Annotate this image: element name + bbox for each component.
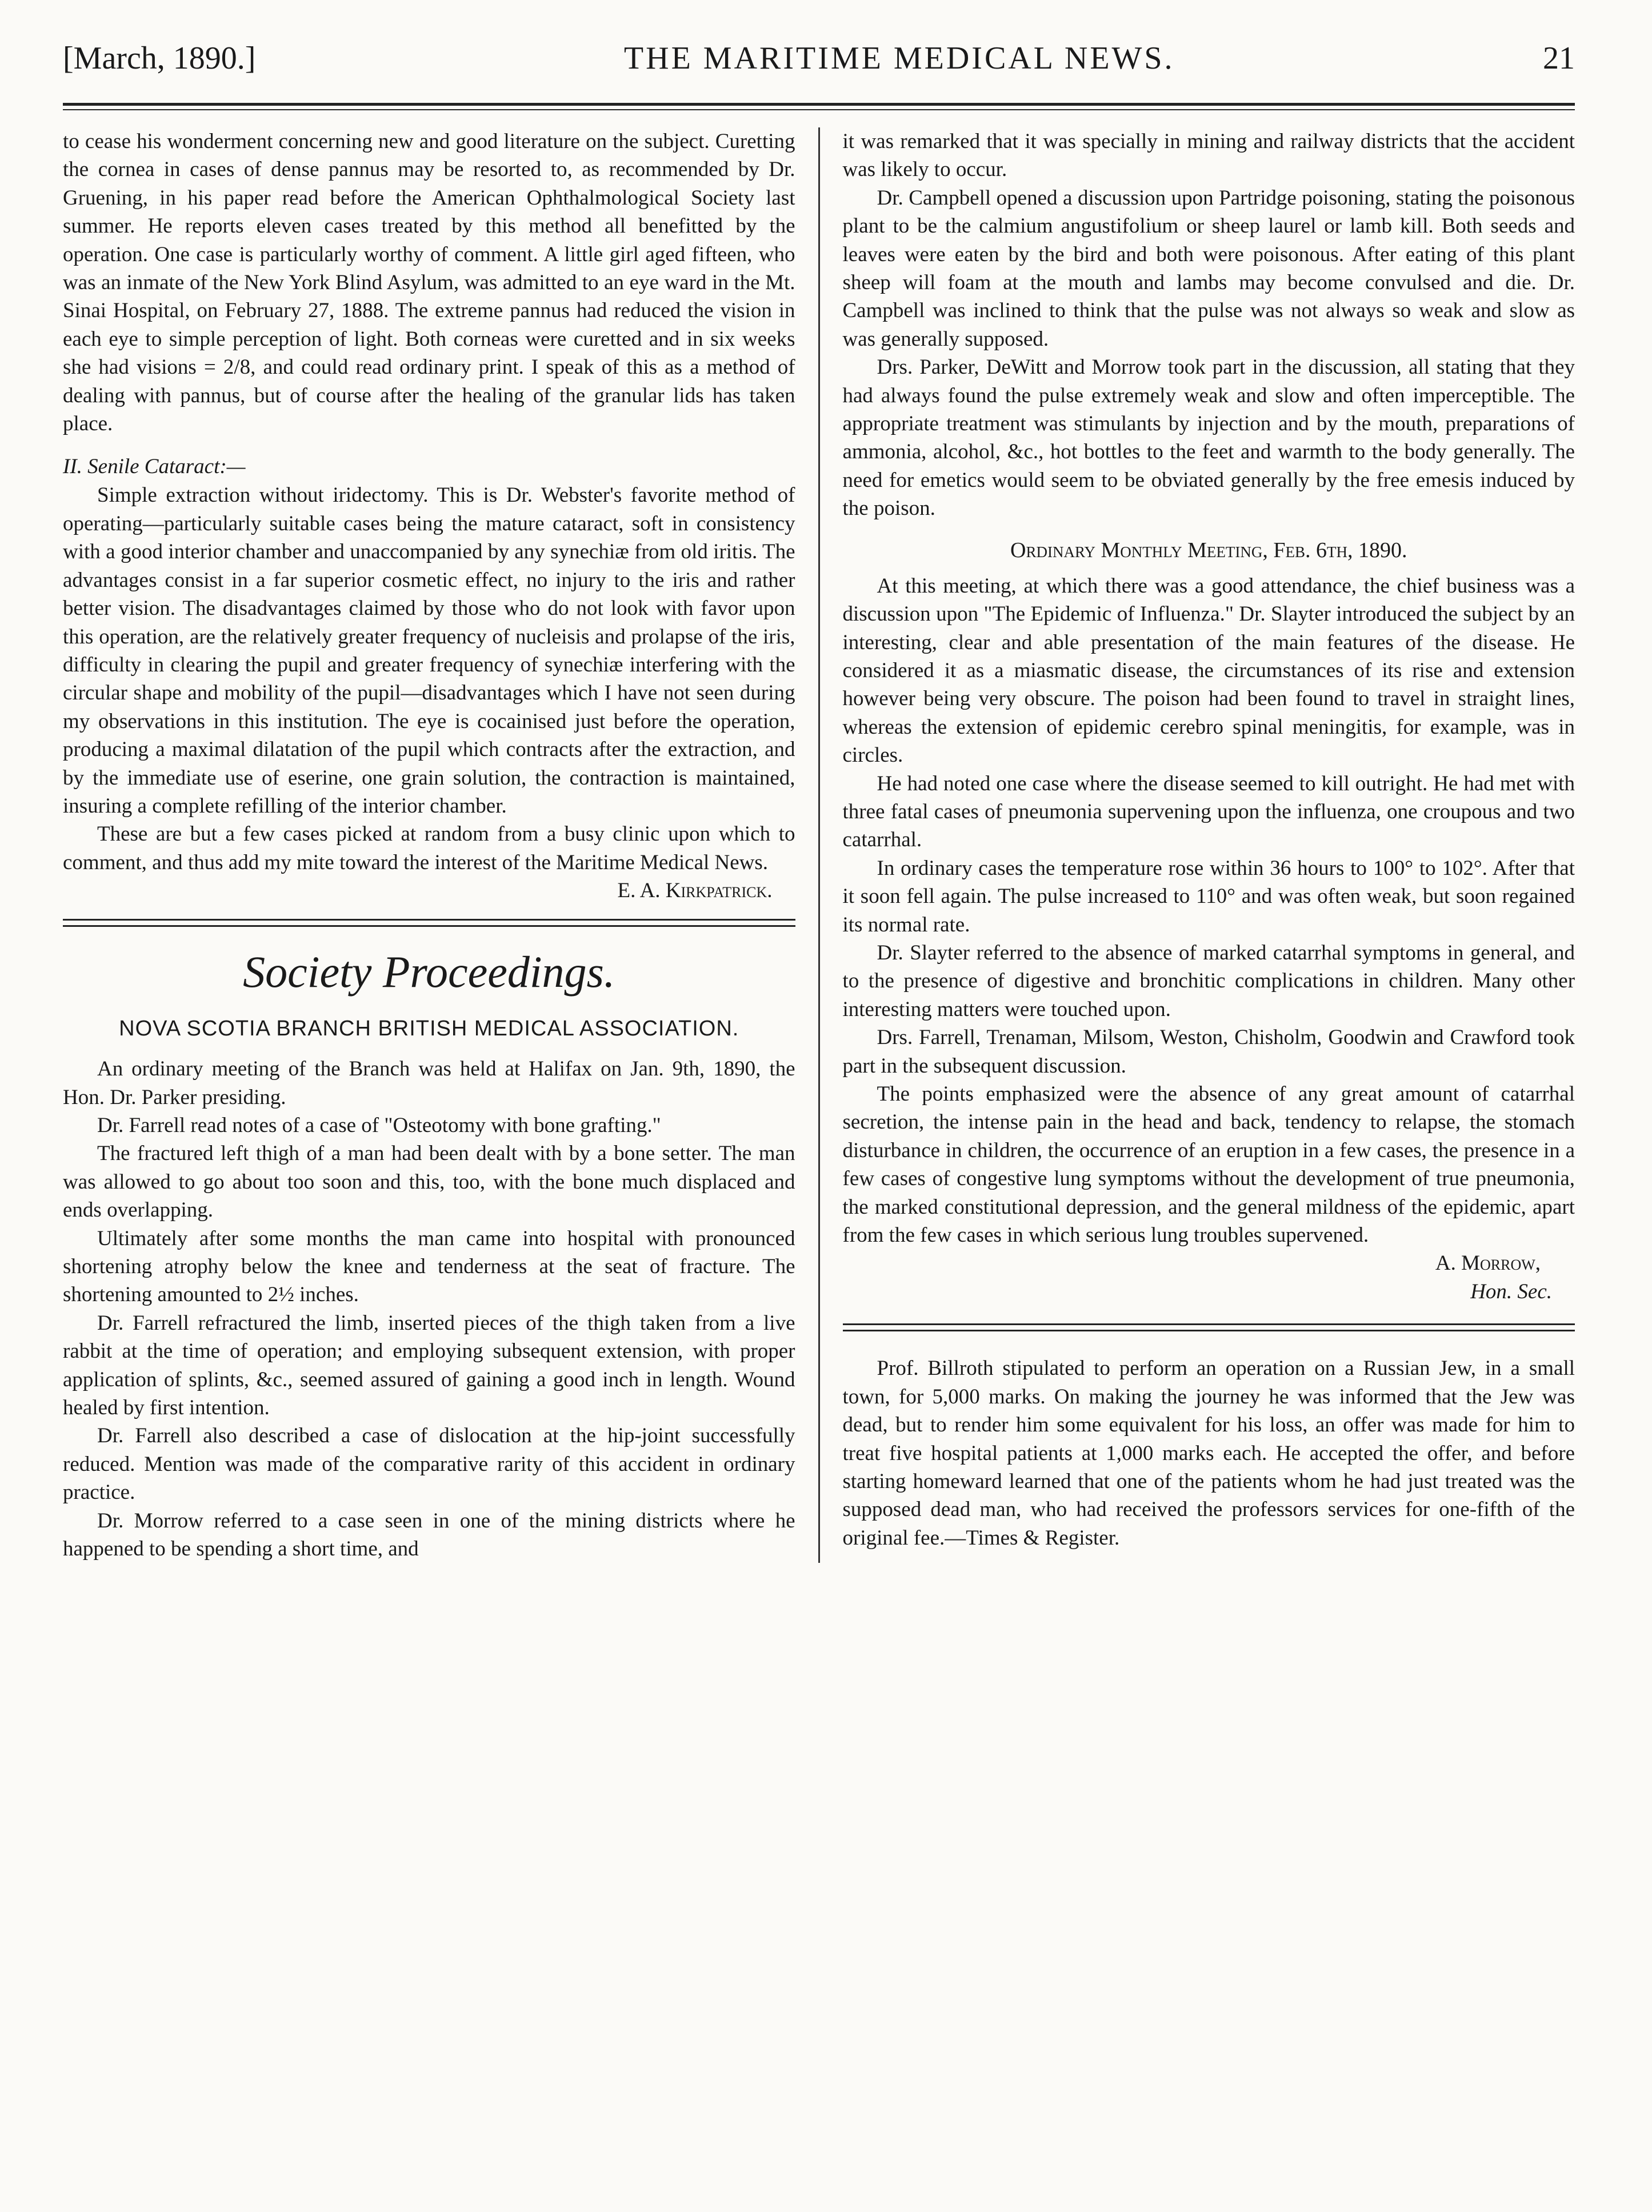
association-heading: NOVA SCOTIA BRANCH BRITISH MEDICAL ASSOCIATION. — [119, 1017, 739, 1041]
section-rule — [843, 1323, 1575, 1331]
section-rule — [63, 919, 795, 927]
paragraph: it was remarked that it was specially in mining and railway districts that the accident was likely to occur. — [842, 130, 1575, 182]
paragraph: An ordinary meeting of the Branch was held at Halifax on Jan. 9th, 1890, the Hon. Dr. Parker presiding. — [63, 1057, 795, 1109]
paragraph: The points emphasized were the absence of any great amount of catarrhal secretion, the intense pain in the head and back, tendency to relapse, the stomach disturbance in children, the occurrence of an eruption in a few cases, the presence in a few cases of congestive lung symptoms without the development of true pneumonia, the marked constitutional depression, and the general mildness of the epidemic, apart from the few cases in which serious lung troubles supervened. — [842, 1082, 1575, 1247]
paragraph: Simple extraction without iridectomy. This is Dr. Webster's favorite method of operating—particularly suitable cases being the mature cataract, soft in consistency with a good interior chamber and unaccompanied by any synechiæ from old iritis. The advantages consist in a far superior cosmetic effect, no injury to the iris and rather better vision. The disadvantages claimed by those who do not look with favor upon this operation, are the relatively greater frequency of nucleisis and prolapse of the iris, difficulty in clearing the pupil and greater frequency of synechiæ interfering with the circular shape and mobility of the pupil—disadvantages which I have not seen during my observations in this institution. The eye is cocainised just before the operation, producing a maximal dilatation of the pupil which contracts after the extraction, and by the immediate use of eserine, one grain solution, the contraction is maintained, insuring a complete refilling of the interior chamber. — [63, 483, 795, 818]
running-header — [63, 40, 1575, 103]
author-signature: E. A. Kirkpatrick. — [617, 879, 773, 903]
paragraph: Prof. Billroth stipulated to perform an operation on a Russian Jew, in a small town, for 5,000 marks. On making the journey he was informed that the Jew was dead, but to render him some equivalent for his loss, an offer was made for him to treat five hospital patients at 1,000 marks each. He accepted the offer, and before starting homeward learned that one of the patients whom he had just treated was the supposed dead man, who had received the professors services for one-fifth of the original fee.—Times & Register. — [842, 1357, 1575, 1550]
paragraph: These are but a few cases picked at random from a busy clinic upon which to comment, and thus add my mite toward the interest of the Maritime Medical News. — [63, 822, 795, 874]
paragraph: to cease his wonderment concerning new and good literature on the subject. Curetting the cornea in cases of dense pannus may be resorted to, as recommended by Dr. Gruening, in his paper read before the American Ophthalmological Society last summer. He reports eleven cases treated by this method all benefitted by the operation. One case is particularly worthy of comment. A little girl aged fifteen, who was an inmate of the New York Blind Asylum, was admitted to an eye ward in the Mt. Sinai Hospital, on February 27, 1888. The extreme pannus had reduced the vision in each eye to simple perception of light. Both corneas were curetted and in six weeks she had visions = 2/8, and could read ordinary print. I speak of this as a method of dealing with pannus, but of course after the healing of the granular lids has taken place. — [63, 130, 795, 436]
paragraph: The fractured left thigh of a man had been dealt with by a bone setter. The man was allowed to go about too soon and this, too, with the bone much displaced and ends overlapping. — [63, 1142, 795, 1222]
paragraph: In ordinary cases the temperature rose within 36 hours to 100° to 102°. After that it soon fell again. The pulse increased to 110° and was often weak, but soon regained its normal rate. — [842, 856, 1575, 937]
page-number: 21 — [1543, 41, 1575, 76]
columns — [63, 127, 1575, 1563]
paragraph: Dr. Farrell also described a case of dislocation at the hip-joint successfully reduced. Mention was made of the comparative rarity of this accident in ordinary practice. — [63, 1424, 795, 1505]
secretary-signature: A. Morrow, — [1435, 1251, 1541, 1275]
secretary-title: Hon. Sec. — [1470, 1280, 1553, 1304]
paragraph: Dr. Morrow referred to a case seen in one of the mining districts where he happened to be spending a short time, and — [63, 1509, 795, 1561]
left-column — [63, 127, 813, 1563]
meeting-heading: Ordinary Monthly Meeting, Feb. 6th, 1890. — [1010, 538, 1407, 562]
journal-title: THE MARITIME MEDICAL NEWS. — [623, 41, 1175, 76]
issue-date: [March, 1890.] — [63, 41, 256, 76]
paragraph: Dr. Campbell opened a discussion upon Partridge poisoning, stating the poisonous plant to be the calmium angustifolium or sheep laurel or lamb kill. Both seeds and leaves were eaten by the bird and both were poisonous. After eating of this plant sheep will foam at the mouth and lambs may become convulsed and die. Dr. Campbell was inclined to think that the pulse was not always so weak and slow as was generally supposed. — [842, 186, 1575, 351]
paragraph: At this meeting, at which there was a good attendance, the chief business was a discussion upon "The Epidemic of Influenza." Dr. Slayter introduced the subject by an interesting, clear and able presentation of the main features of the disease. He considered it as a miasmatic disease, the circumstances of its rise and extension however being very obscure. The poison had been found to travel in straight lines, whereas the extension of epidemic cerebro spinal meningitis, for example, was in circles. — [842, 574, 1575, 767]
section-title: Society Proceedings. — [243, 947, 615, 997]
paragraph: Ultimately after some months the man came into hospital with pronounced shortening atrophy below the knee and tenderness at the seat of fracture. The shortening amounted to 2½ inches. — [63, 1226, 795, 1307]
paragraph: He had noted one case where the disease seemed to kill outright. He had met with three fatal cases of pneumonia supervening upon the influenza, one croupous and two catarrhal. — [842, 771, 1575, 852]
paragraph: Drs. Farrell, Trenaman, Milsom, Weston, Chisholm, Goodwin and Crawford took part in the subsequent discussion. — [842, 1026, 1575, 1078]
header-rule — [63, 103, 1575, 110]
paragraph: Dr. Farrell read notes of a case of "Osteotomy with bone grafting." — [97, 1113, 661, 1137]
paragraph: Drs. Parker, DeWitt and Morrow took part in the discussion, all stating that they had always found the pulse extremely weak and slow and often imperceptible. The appropriate treatment was stimulants by injection and by the mouth, preparations of ammonia, alcohol, &c., hot bottles to the feet and warmth to the body generally. The need for emetics would seem to be obviated generally by the free emesis induced by the poison. — [842, 355, 1575, 521]
paragraph: Dr. Farrell refractured the limb, inserted pieces of the thigh taken from a live rabbit at the time of operation; and employing subsequent extension, with proper application of splints, &c., seemed assured of gaining a good inch in length. Wound healed by first intention. — [63, 1311, 795, 1420]
right-column — [826, 127, 1575, 1563]
column-divider — [818, 127, 820, 1563]
paragraph: Dr. Slayter referred to the absence of marked catarrhal symptoms in general, and to the presence of digestive and bronchitic complications in children. Many other interesting matters were touched upon. — [842, 941, 1575, 1021]
subheading: II. Senile Cataract:— — [63, 455, 246, 479]
